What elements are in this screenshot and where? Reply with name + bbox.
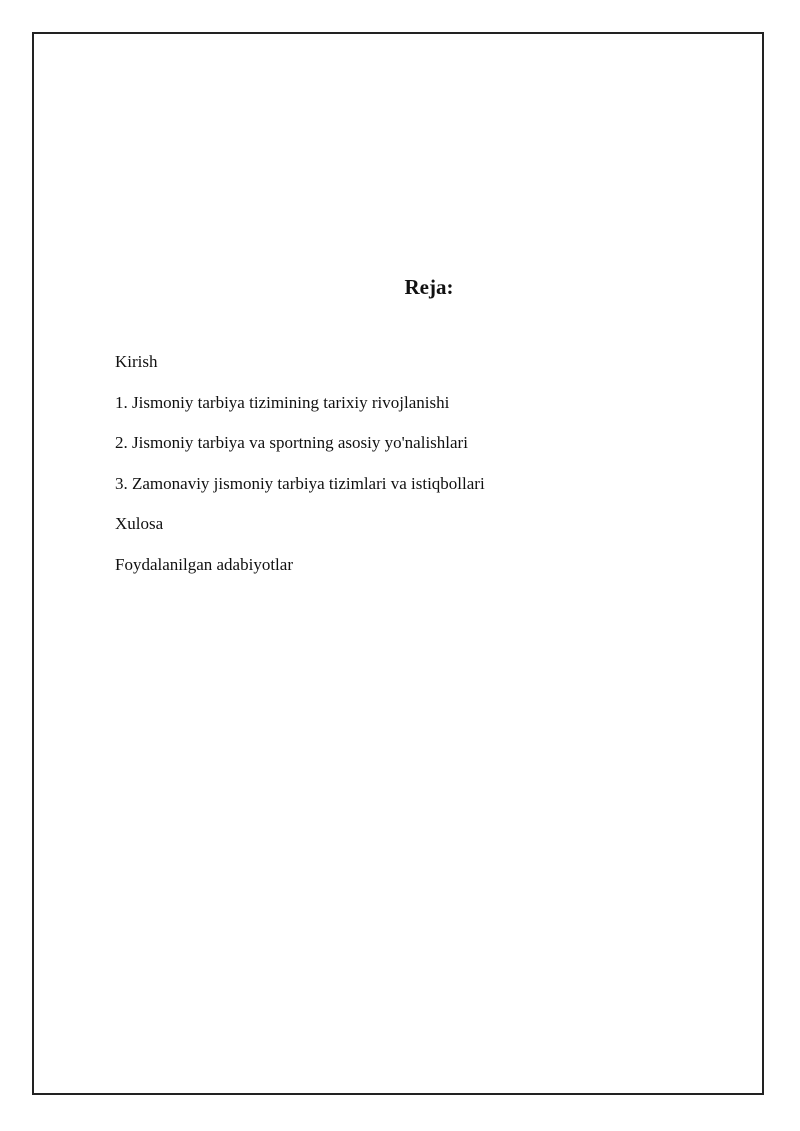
toc-item-introduction: Kirish xyxy=(115,352,158,371)
toc-item-chapter-1: 1. Jismoniy tarbiya tizimining tarixiy rivojlanishi xyxy=(115,392,450,412)
table-of-contents xyxy=(115,350,485,593)
toc-item-chapter-3: 3. Zamonaviy jismoniy tarbiya tizimlari va istiqbollari xyxy=(115,473,485,493)
toc-item-conclusion: Xulosa xyxy=(115,514,164,533)
toc-item-references: Foydalanilgan adabiyotlar xyxy=(115,554,293,574)
toc-item-chapter-2: 2. Jismoniy tarbiya va sportning asosiy yo'nalishlari xyxy=(115,433,468,452)
page-title: Reja: xyxy=(404,275,454,299)
